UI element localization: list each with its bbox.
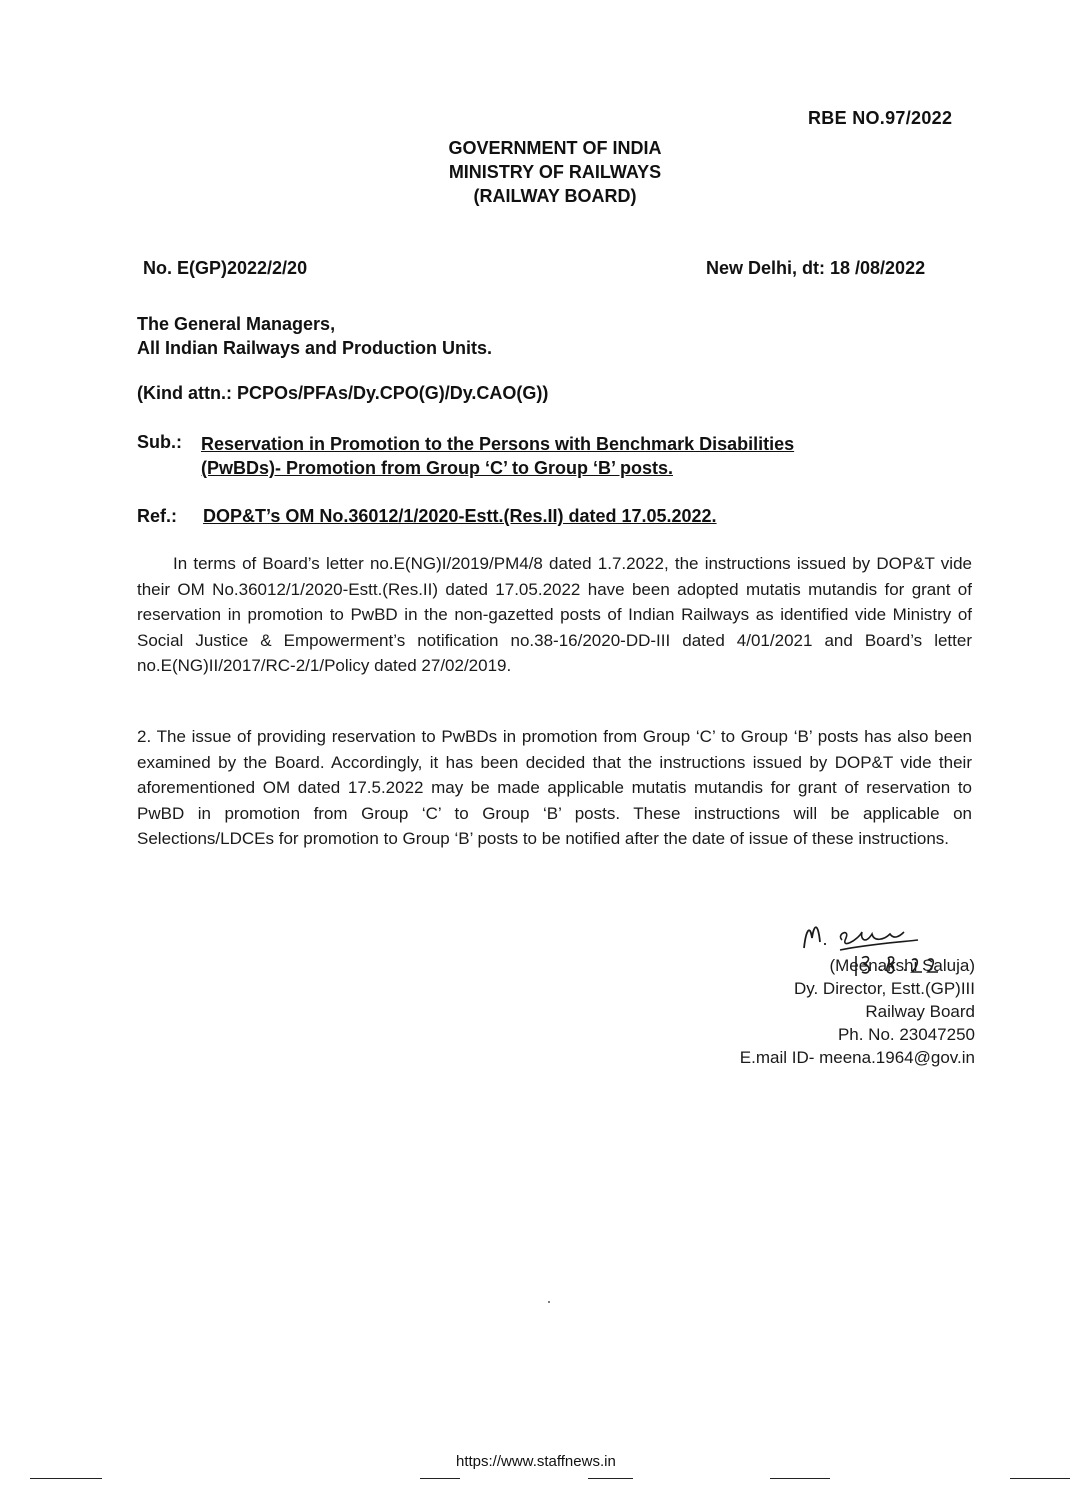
addressee-line-2: All Indian Railways and Production Units. xyxy=(137,338,493,358)
paragraph-2: 2. The issue of providing reservation to PwBDs in promotion from Group ‘C’ to Group ‘B’ posts has also been examined by the Board. Accordingly, it has been decided that the instructions issued by DOP&T vide their aforementioned OM dated 17.5.2022 may be made applicable mutatis mutandis for grant of reservation to PwBD in promotion from Group ‘C’ to Group ‘B’ posts. These instructions will be applicable on Selections/LDCEs for promotion to Group ‘B’ posts to be notified after the date of issue of these instructions. xyxy=(137,727,972,848)
addressee xyxy=(137,312,492,360)
reference-text: DOP&T’s OM No.36012/1/2020-Estt.(Res.II) dated 17.05.2022. xyxy=(203,506,717,526)
file-number: No. E(GP)2022/2/20 xyxy=(143,258,308,278)
letterhead-board: (RAILWAY BOARD) xyxy=(473,186,637,206)
letterhead-govt: GOVERNMENT OF INDIA xyxy=(448,138,662,158)
signatory-designation: Dy. Director, Estt.(GP)III xyxy=(793,979,975,998)
subject-text xyxy=(201,432,941,480)
scan-artifact-line xyxy=(770,1478,830,1479)
footer-url: https://www.staffnews.in xyxy=(456,1453,616,1470)
signatory-phone: Ph. No. 23047250 xyxy=(837,1025,975,1044)
kind-attention: (Kind attn.: PCPOs/PFAs/Dy.CPO(G)/Dy.CAO(G)) xyxy=(137,383,549,403)
signatory-name: (Meenakshi Saluja) xyxy=(829,956,975,975)
issue-date: New Delhi, dt: 18 /08/2022 xyxy=(706,258,926,278)
scan-speck xyxy=(548,1301,550,1303)
rbe-number: RBE NO.97/2022 xyxy=(808,108,953,128)
scan-artifact-line xyxy=(1010,1478,1070,1479)
subject-line-1: Reservation in Promotion to the Persons with Benchmark Disabilities xyxy=(201,434,795,454)
scan-artifact-line xyxy=(30,1478,102,1479)
reference-label: Ref.: xyxy=(137,506,177,526)
paragraph-1: In terms of Board’s letter no.E(NG)I/2019/PM4/8 dated 1.7.2022, the instructions issued by DOP&T vide their OM No.36012/1/2020-Estt.(Res.II) dated 17.05.2022 have been adopted mutatis mutandis for grant of reservation in promotion to PwBD in the non-gazetted posts of Indian Railways as identified vide Ministry of Social Justice & Empowerment’s notification no.38-16/2020-DD-III dated 4/01/2021 and Board’s letter no.E(NG)II/2017/RC-2/1/Policy dated 27/02/2019. xyxy=(137,554,972,675)
letterhead-ministry: MINISTRY OF RAILWAYS xyxy=(448,162,662,182)
addressee-line-1: The General Managers, xyxy=(137,314,336,334)
scan-artifact-line xyxy=(420,1478,460,1479)
subject-line-2: (PwBDs)- Promotion from Group ‘C’ to Group ‘B’ posts. xyxy=(201,458,673,478)
signatory-details xyxy=(740,954,975,1069)
subject-label: Sub.: xyxy=(137,432,182,452)
scan-artifact-line xyxy=(588,1478,633,1479)
signature-block xyxy=(670,910,975,1100)
letterhead xyxy=(380,136,730,208)
signatory-email: E.mail ID- meena.1964@gov.in xyxy=(739,1048,975,1067)
signatory-office: Railway Board xyxy=(865,1002,975,1021)
